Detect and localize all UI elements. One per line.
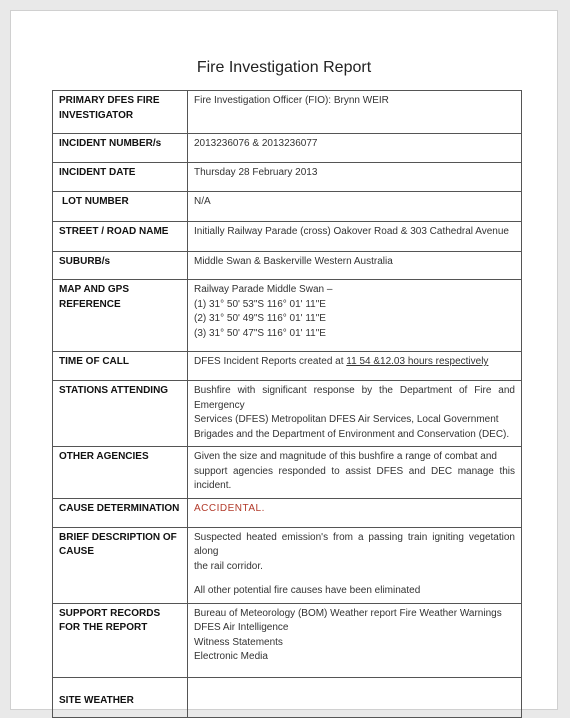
field-label: BRIEF DESCRIPTION OF CAUSE bbox=[53, 527, 188, 603]
field-value bbox=[188, 352, 522, 381]
table-row bbox=[53, 498, 522, 527]
field-label: TIME OF CALL bbox=[53, 352, 188, 381]
field-label: SUBURB/s bbox=[53, 252, 188, 280]
field-label: INCIDENT DATE bbox=[53, 163, 188, 192]
value-line: (3) 31° 50' 47"S 116° 01' 11"E bbox=[194, 327, 326, 339]
value-line: Services (DFES) Metropolitan DFES Air Services, Local Government bbox=[194, 414, 499, 425]
field-label: SUPPORT RECORDS FOR THE REPORT bbox=[53, 603, 188, 677]
table-row bbox=[53, 252, 522, 280]
value-line: Electronic Media bbox=[194, 651, 268, 662]
value-line: Witness Statements bbox=[194, 636, 283, 648]
table-row bbox=[53, 222, 522, 252]
cause-value: ACCIDENTAL. bbox=[194, 502, 265, 514]
report-title: Fire Investigation Report bbox=[196, 59, 372, 76]
value-line: Suspected heated emission's from a passing train igniting vegetation along bbox=[194, 531, 515, 557]
value-line: support agencies responded to assist DFES and DEC manage this incident. bbox=[194, 465, 515, 491]
field-value bbox=[188, 134, 522, 163]
field-value bbox=[188, 527, 522, 603]
table-row bbox=[53, 447, 522, 499]
field-value bbox=[188, 280, 522, 352]
value-line: Middle Swan & Baskerville Western Australia bbox=[194, 256, 393, 267]
field-value bbox=[188, 447, 522, 499]
table-row bbox=[53, 91, 522, 134]
value-line: DFES Air Intelligence bbox=[194, 622, 289, 633]
time-values: 11 54 &12.03 hours respectively bbox=[346, 356, 489, 367]
field-value bbox=[188, 91, 522, 134]
value-line: Bureau of Meteorology (BOM) Weather report Fire Weather Warnings bbox=[194, 607, 502, 619]
value-line: Bushfire with significant response by the Department of Fire and Emergency bbox=[194, 385, 515, 411]
field-label: LOT NUMBER bbox=[53, 192, 188, 222]
value-line: Given the size and magnitude of this bushfire a range of combat and bbox=[194, 451, 497, 462]
field-value bbox=[188, 163, 522, 192]
value-line: (2) 31° 50' 49"S 116° 01' 11"E bbox=[194, 313, 326, 324]
field-label: PRIMARY DFES FIRE INVESTIGATOR bbox=[53, 91, 188, 134]
value-line: Brigades and the Department of Environment and Conservation (DEC). bbox=[194, 428, 510, 440]
value-line: All other potential fire causes have been eliminated bbox=[194, 585, 421, 596]
field-value bbox=[188, 498, 522, 527]
field-label: INCIDENT NUMBER/s bbox=[53, 134, 188, 163]
field-value bbox=[188, 252, 522, 280]
value-line: (1) 31° 50' 53"S 116° 01' 11"E bbox=[194, 298, 326, 310]
field-label: MAP AND GPS REFERENCE bbox=[53, 280, 188, 352]
value-line: Initially Railway Parade (cross) Oakover Road & 303 Cathedral Avenue bbox=[194, 226, 509, 237]
value-line: Thursday 28 February 2013 bbox=[194, 167, 318, 178]
table-row bbox=[53, 192, 522, 222]
value-line bbox=[194, 355, 515, 370]
value-line: Railway Parade Middle Swan – bbox=[194, 284, 333, 295]
table-row bbox=[53, 134, 522, 163]
cut-off-label: SITE WEATHER bbox=[59, 695, 134, 706]
time-prefix: DFES Incident Reports created at bbox=[194, 356, 347, 367]
table-row bbox=[53, 381, 522, 447]
field-value bbox=[188, 677, 522, 717]
value-line: N/A bbox=[194, 196, 211, 207]
value-line: 2013236076 & 2013236077 bbox=[194, 138, 318, 149]
table-row bbox=[53, 280, 522, 352]
field-label: OTHER AGENCIES bbox=[53, 447, 188, 499]
report-page bbox=[10, 10, 558, 710]
value-line: Fire Investigation Officer (FIO): Brynn WEIR bbox=[194, 95, 389, 106]
field-value bbox=[188, 222, 522, 252]
value-line: the rail corridor. bbox=[194, 560, 263, 572]
field-label: CAUSE DETERMINATION bbox=[53, 498, 188, 527]
table-row bbox=[53, 527, 522, 603]
field-value bbox=[188, 381, 522, 447]
report-table bbox=[52, 90, 522, 718]
field-label: STREET / ROAD NAME bbox=[53, 222, 188, 252]
field-value bbox=[188, 192, 522, 222]
field-label bbox=[53, 677, 188, 717]
table-row bbox=[53, 163, 522, 192]
table-row bbox=[53, 603, 522, 677]
table-row bbox=[53, 352, 522, 381]
table-row bbox=[53, 677, 522, 717]
field-label: STATIONS ATTENDING bbox=[53, 381, 188, 447]
field-value bbox=[188, 603, 522, 677]
